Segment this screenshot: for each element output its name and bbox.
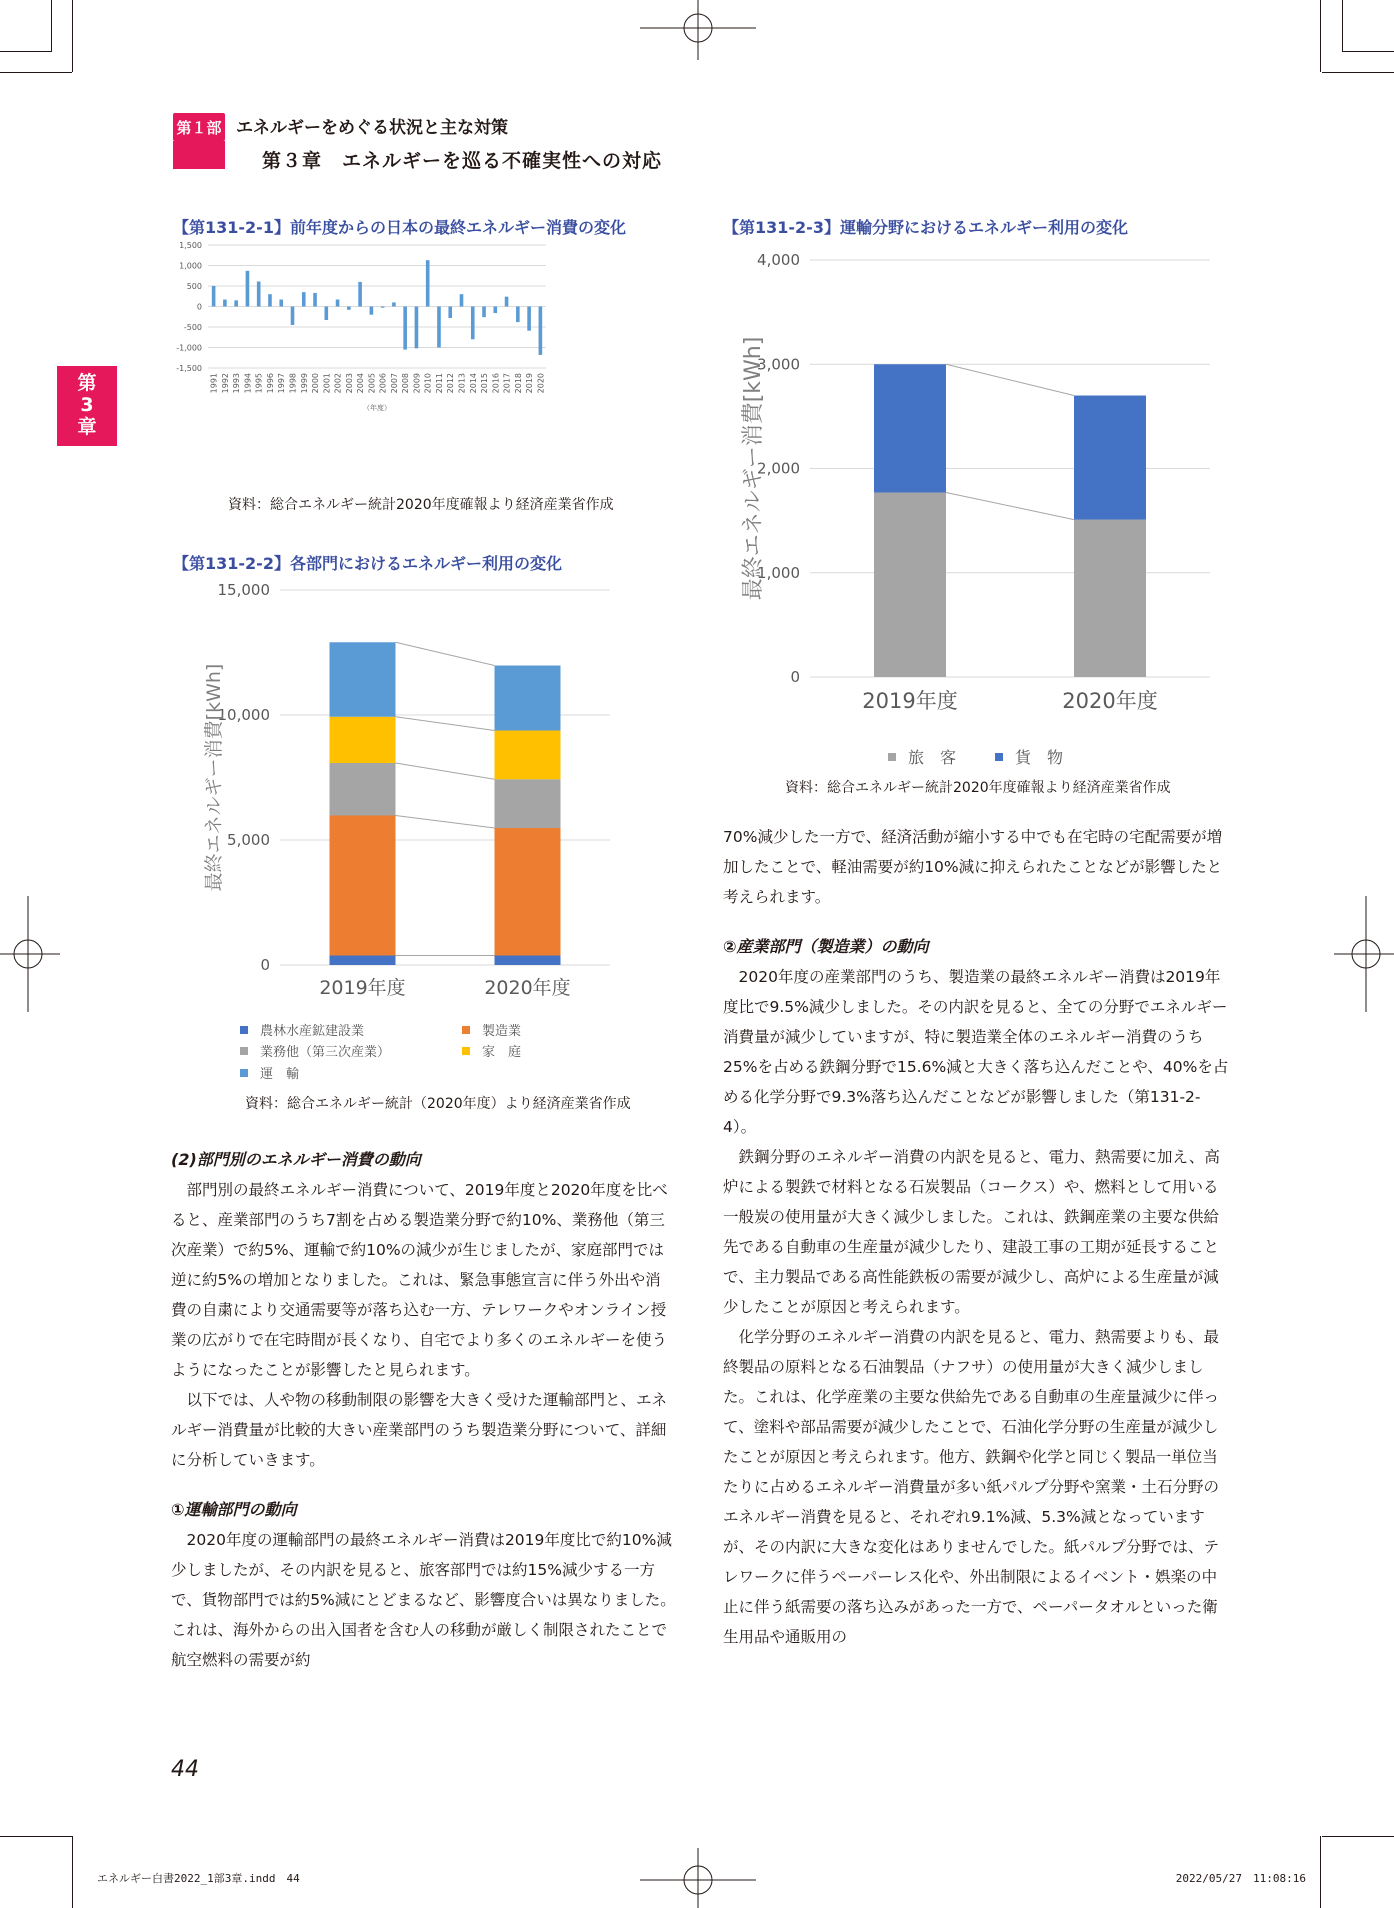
legend-swatch <box>462 1047 470 1055</box>
series-connector-line <box>396 642 495 665</box>
legend-item <box>240 1020 364 1039</box>
x-tick-label: 1998 <box>288 373 298 394</box>
figure-title: 【第131-2-3】運輸分野におけるエネルギー利用の変化 <box>723 218 1128 237</box>
bar <box>516 307 520 323</box>
chart-fig2 <box>190 580 680 1020</box>
stacked-bar-segment <box>874 364 946 492</box>
legend-label: 業務他（第三次産業） <box>260 1045 391 1060</box>
bar <box>493 307 497 314</box>
y-tick-label: 10,000 <box>217 706 270 724</box>
crop-mark <box>1342 0 1343 52</box>
bar <box>291 307 295 325</box>
x-tick-label: 2011 <box>434 373 444 394</box>
x-tick-label: 2009 <box>412 373 422 394</box>
y-axis-label: 最終エネルギー消費[kWh] <box>741 336 766 601</box>
legend-item <box>888 745 956 768</box>
stacked-bar-segment <box>495 666 561 731</box>
y-tick-label: 5,000 <box>227 831 270 849</box>
x-tick-label: 1996 <box>265 373 275 394</box>
bar <box>347 307 351 310</box>
stacked-bar-segment <box>495 779 561 828</box>
bar <box>426 260 430 306</box>
x-tick-label: 2004 <box>356 373 366 394</box>
y-tick-label: -1,000 <box>176 343 202 353</box>
series-connector-line <box>946 364 1074 395</box>
paragraph: 2020年度の運輸部門の最終エネルギー消費は2019年度比で約10%減少しましたが、その内訳を見ると、旅客部門では約15%減少する一方で、貨物部門では約5%減にとどまるなど、影響度合いは異なりました。これは、海外からの出入国者を含む人の移動が厳しく制限されたことで航空燃料の需要が約 <box>171 1531 676 1669</box>
y-tick-label: -1,500 <box>176 364 202 373</box>
registration-mark-top <box>640 0 756 60</box>
bar <box>460 294 464 306</box>
x-tick-label: 2016 <box>491 373 501 394</box>
side-tab-line: 第 <box>77 372 97 395</box>
registration-mark-bottom <box>640 1848 756 1908</box>
stacked-bar-segment <box>495 956 561 966</box>
legend-item <box>240 1063 299 1082</box>
legend-label: 製造業 <box>482 1024 522 1039</box>
subsection-heading: ①運輸部門の動向 <box>171 1500 297 1519</box>
x-tick-label: 2008 <box>401 373 411 394</box>
legend-label: 家 庭 <box>482 1045 522 1060</box>
crop-mark <box>1320 0 1321 72</box>
x-tick-label: 2020 <box>536 373 546 394</box>
bar <box>246 271 250 307</box>
x-tick-label: 1991 <box>209 373 219 394</box>
bar <box>415 307 419 349</box>
bar <box>539 307 543 355</box>
print-timestamp: 2022/05/27 11:08:16 <box>1175 1872 1306 1885</box>
x-tick-label: 2002 <box>333 373 343 394</box>
y-tick-label: 0 <box>196 302 202 312</box>
bar <box>324 307 328 321</box>
bar <box>336 300 340 307</box>
paragraph: 70%減少した一方で、経済活動が縮小する中でも在宅時の宅配需要が増加したことで、軽油需要が約10%減に抑えられたことなどが影響したと考えられます。 <box>723 828 1223 906</box>
paragraph: 以下では、人や物の移動制限の影響を大きく受けた運輸部門と、エネルギー消費量が比較的大きい産業部門のうち製造業分野について、詳細に分析していきます。 <box>171 1391 668 1469</box>
legend-swatch <box>240 1047 248 1055</box>
bar <box>279 300 283 307</box>
legend-item <box>995 745 1063 768</box>
crop-mark <box>72 0 73 72</box>
bar <box>482 307 486 318</box>
x-tick-label: 2000 <box>311 373 321 394</box>
subsection-heading: ②産業部門（製造業）の動向 <box>723 937 929 956</box>
x-tick-label: 1994 <box>243 373 253 394</box>
crop-mark <box>1342 51 1394 52</box>
figure-source: 資料：総合エネルギー統計2020年度確報より経済産業省作成 <box>228 497 614 513</box>
paragraph: 鉄鋼分野のエネルギー消費の内訳を見ると、電力、熱需要に加え、高炉による製鉄で材料となる石炭製品（コークス）や、燃料として用いる一般炭の使用量が大きく減少しました。これは、鉄鋼産業の主要な供給先である自動車の生産量が減少したり、建設工事の工期が延長することで、主力製品である高性能鉄板の需要が減少し、高炉による生産量が減少したことが原因と考えられます。 <box>723 1148 1220 1316</box>
chart-fig1 <box>168 240 678 490</box>
y-tick-label: 500 <box>186 282 202 291</box>
y-tick-label: 3,000 <box>757 355 800 374</box>
legend-swatch <box>240 1026 248 1034</box>
x-tick-label: 2013 <box>457 373 467 394</box>
x-tick-label: 2020年度 <box>484 977 571 999</box>
figure-source: 資料：総合エネルギー統計2020年度確報より経済産業省作成 <box>785 780 1171 796</box>
stacked-bar-segment <box>330 642 396 717</box>
legend-item <box>462 1020 521 1039</box>
paragraph: 部門別の最終エネルギー消費について、2019年度と2020年度を比べると、産業部門のうち7割を占める製造業分野で約10%、業務他（第三次産業）で約5%、運輸で約10%の減少が生じましたが、家庭部門では逆に約5%の増加となりました。これは、緊急事態宣言に伴う外出や消費の自粛により交通需要等が落ち込む一方、テレワークやオンライン授業の広がりで在宅時間が長くなり、自宅でより多くのエネルギーを使うようになったことが影響したと見られます。 <box>171 1181 668 1379</box>
chapter-side-tab <box>57 366 117 446</box>
x-tick-label: 2010 <box>423 373 433 394</box>
stacked-bar-segment <box>1074 396 1146 520</box>
y-tick-label: 0 <box>790 668 800 686</box>
y-tick-label: 1,500 <box>179 241 202 250</box>
bar <box>358 282 362 307</box>
bar <box>313 293 317 307</box>
x-tick-label: 2020年度 <box>1062 689 1158 713</box>
x-tick-label: 2005 <box>367 373 377 394</box>
chapter-title: 第３章 エネルギーを巡る不確実性への対応 <box>262 150 663 172</box>
crop-mark <box>1322 72 1394 73</box>
legend-swatch <box>240 1069 248 1077</box>
bar <box>268 294 272 306</box>
x-tick-label: 2001 <box>322 373 332 394</box>
figure-title: 【第131-2-1】前年度からの日本の最終エネルギー消費の変化 <box>173 218 626 237</box>
registration-mark-right <box>1334 896 1394 1012</box>
page-number: 44 <box>171 1757 199 1782</box>
registration-mark-left <box>0 896 60 1012</box>
bar <box>527 307 531 331</box>
bar <box>302 292 306 306</box>
stacked-bar-segment <box>874 492 946 677</box>
stacked-bar-segment <box>495 828 561 956</box>
x-tick-label: 1999 <box>299 373 309 394</box>
legend-label: 貨 物 <box>1015 748 1064 767</box>
bar <box>212 286 216 307</box>
series-connector-line <box>396 763 495 779</box>
crop-mark <box>1322 1836 1394 1837</box>
stacked-bar-segment <box>330 763 396 816</box>
bar <box>370 307 374 315</box>
x-tick-label: 2012 <box>446 373 456 394</box>
part-badge-accent <box>173 141 225 169</box>
legend-swatch <box>462 1026 470 1034</box>
stacked-bar-segment <box>1074 520 1146 677</box>
x-tick-label: 1992 <box>220 373 230 394</box>
part-title: エネルギーをめぐる状況と主な対策 <box>236 118 508 138</box>
y-tick-label: 2,000 <box>757 459 800 478</box>
part-badge: 第１部 <box>173 113 225 141</box>
x-axis-label: （年度） <box>363 404 391 412</box>
bar <box>392 302 396 306</box>
crop-mark <box>1320 1836 1321 1908</box>
y-tick-label: 1,000 <box>179 261 202 271</box>
stacked-bar-segment <box>330 717 396 763</box>
legend-label: 旅 客 <box>908 748 957 767</box>
section-heading: (2)部門別のエネルギー消費の動向 <box>171 1150 421 1169</box>
crop-mark <box>51 0 52 52</box>
x-tick-label: 2006 <box>378 373 388 394</box>
x-tick-label: 2007 <box>389 373 399 394</box>
series-connector-line <box>396 816 495 829</box>
y-tick-label: 15,000 <box>217 581 270 599</box>
paragraph: 化学分野のエネルギー消費の内訳を見ると、電力、熱需要よりも、最終製品の原料となる石油製品（ナフサ）の使用量が大きく減少しました。これは、化学産業の主要な供給先である自動車の生産量減少に伴って、塗料や部品需要が減少したことで、石油化学分野の生産量が減少したことが原因と考えられます。他方、鉄鋼や化学と同じく製品一単位当たりに占めるエネルギー消費量が多い紙パルプ分野や窯業・土石分野のエネルギー消費を見ると、それぞれ9.1%減、5.3%減となっていますが、その内訳に大きな変化はありませんでした。紙パルプ分野では、テレワークに伴うペーパーレス化や、外出制限によるイベント・娯楽の中止に伴う紙需要の落ち込みがあった一方で、ペーパータオルといった衛生用品や通販用の <box>723 1328 1220 1646</box>
bar <box>437 307 441 348</box>
x-tick-label: 1993 <box>232 373 242 394</box>
legend-swatch <box>888 753 896 761</box>
chart-fig3 <box>730 245 1230 735</box>
stacked-bar-segment <box>495 731 561 780</box>
x-tick-label: 2014 <box>468 373 478 394</box>
bar <box>448 307 452 318</box>
legend-label: 農林水産鉱建設業 <box>260 1024 365 1039</box>
legend-item <box>240 1041 390 1060</box>
figure-title: 【第131-2-2】各部門におけるエネルギー利用の変化 <box>173 554 562 573</box>
bar <box>471 307 475 340</box>
crop-mark <box>0 1836 72 1837</box>
crop-mark <box>0 51 52 52</box>
crop-mark <box>0 72 72 73</box>
legend-label: 運 輸 <box>260 1067 300 1082</box>
y-tick-label: 4,000 <box>757 251 800 269</box>
x-tick-label: 2003 <box>344 373 354 394</box>
paragraph: 2020年度の産業部門のうち、製造業の最終エネルギー消費は2019年度比で9.5%減少しました。その内訳を見ると、全ての分野でエネルギー消費量が減少していますが、特に製造業全体のエネルギー消費のうち25%を占める鉄鋼分野で15.6%減と大きく落ち込んだことや、40%を占める化学分野で9.3%落ち込んだことなどが影響しました（第131-2-4）。 <box>723 968 1229 1136</box>
stacked-bar-segment <box>330 956 396 966</box>
bar <box>234 300 238 306</box>
bar <box>223 300 227 307</box>
x-tick-label: 2018 <box>513 373 523 394</box>
right-column <box>723 822 1230 1652</box>
side-tab-line: 3 <box>80 394 94 417</box>
x-tick-label: 1997 <box>277 373 287 394</box>
file-label: エネルギー白書2022_1部3章.indd 44 <box>97 1872 300 1885</box>
stacked-bar-segment <box>330 816 396 956</box>
x-tick-label: 2017 <box>502 373 512 394</box>
legend-item <box>462 1041 521 1060</box>
legend-swatch <box>995 753 1003 761</box>
crop-mark <box>72 1836 73 1908</box>
side-tab-line: 章 <box>77 415 97 438</box>
x-tick-label: 2019年度 <box>319 977 406 999</box>
bar <box>381 307 385 308</box>
left-column <box>171 1145 676 1675</box>
bar <box>403 307 407 350</box>
series-connector-line <box>396 717 495 731</box>
x-tick-label: 2019 <box>525 373 535 394</box>
x-tick-label: 1995 <box>254 373 264 394</box>
y-axis-label: 最終エネルギー消費[kWh] <box>203 663 225 892</box>
y-tick-label: 0 <box>260 956 270 974</box>
x-tick-label: 2019年度 <box>862 689 958 713</box>
bar <box>505 297 509 307</box>
series-connector-line <box>946 492 1074 519</box>
bar <box>257 281 261 306</box>
y-tick-label: -500 <box>183 323 202 332</box>
x-tick-label: 2015 <box>480 373 490 394</box>
figure-source: 資料：総合エネルギー統計（2020年度）より経済産業省作成 <box>245 1096 631 1112</box>
y-tick-label: 1,000 <box>757 563 800 582</box>
